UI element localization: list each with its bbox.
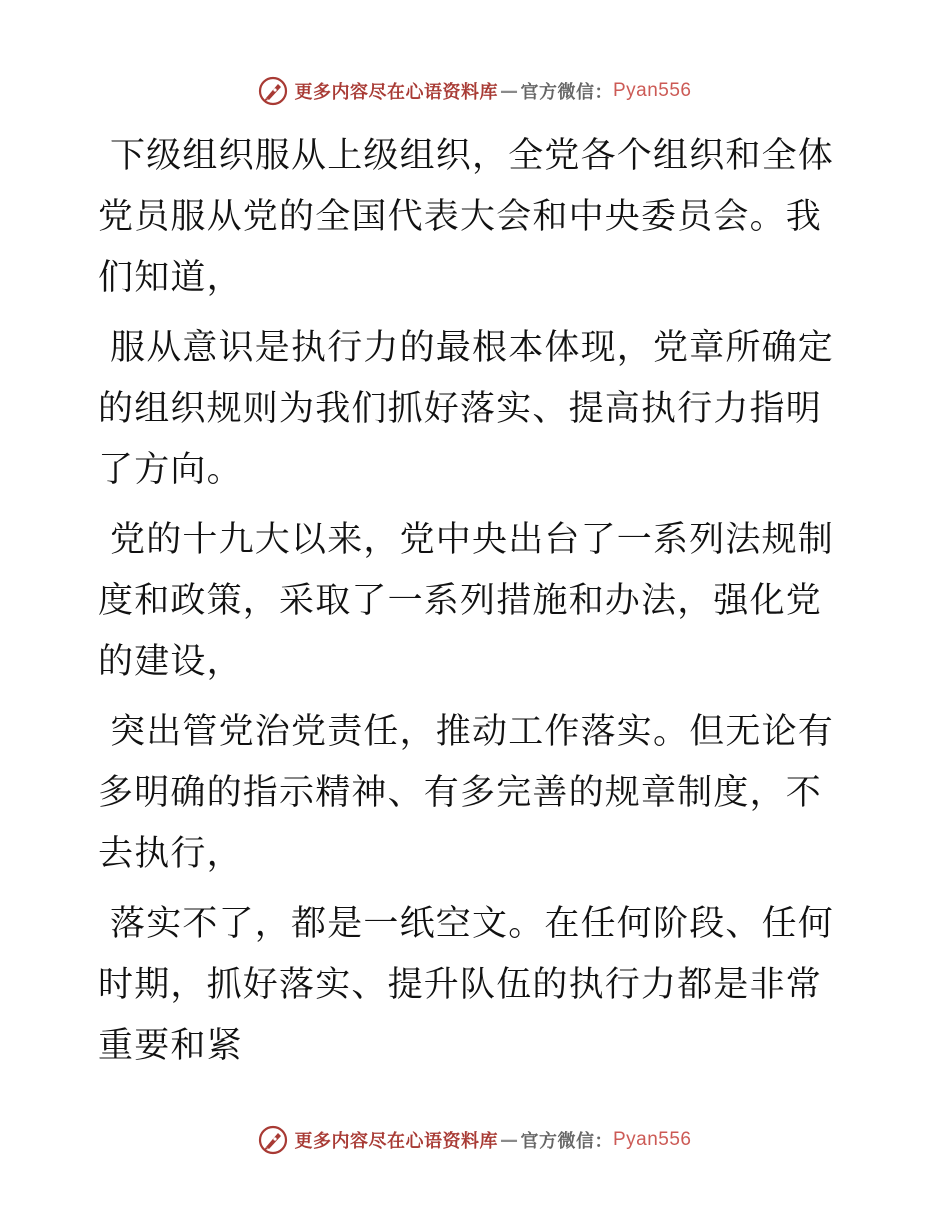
watermark-separator: — [499,1129,519,1151]
paragraph [98,318,858,501]
pen-logo-icon [258,1125,288,1155]
watermark-brand: 更多内容尽在心语资料库 [294,82,498,103]
paragraph [98,894,858,1077]
paragraph [98,702,858,885]
pen-logo-icon [258,76,288,106]
paragraph [98,126,858,309]
paragraph-text: 服从意识是执行力的最根本体现，党章所确定的组织规则为我们抓好落实、提高执行力指明了方向。 [98,328,835,490]
watermark-wechat-id: Pyan556 [612,1129,692,1150]
header-watermark [0,71,950,111]
paragraph-text: 党的十九大以来，党中央出台了一系列法规制度和政策，采取了一系列措施和办法，强化党的建设， [98,520,835,682]
watermark-brand: 更多内容尽在心语资料库 [294,1131,498,1152]
paragraph-text: 突出管党治党责任，推动工作落实。但无论有多明确的指示精神、有多完善的规章制度，不去执行， [98,712,835,874]
watermark-separator: — [499,80,519,102]
watermark-wechat-label: 官方微信： [520,82,613,103]
paragraph-text: 落实不了，都是一纸空文。在任何阶段、任何时期，抓好落实、提升队伍的执行力都是非常重要和紧 [98,904,835,1066]
watermark-wechat-label: 官方微信： [520,1131,613,1152]
document-body [98,126,858,1086]
paragraph-text: 下级组织服从上级组织，全党各个组织和全体党员服从党的全国代表大会和中央委员会。我们知道， [98,136,835,298]
watermark-wechat-id: Pyan556 [612,80,692,101]
footer-watermark [0,1120,950,1160]
paragraph [98,510,858,693]
